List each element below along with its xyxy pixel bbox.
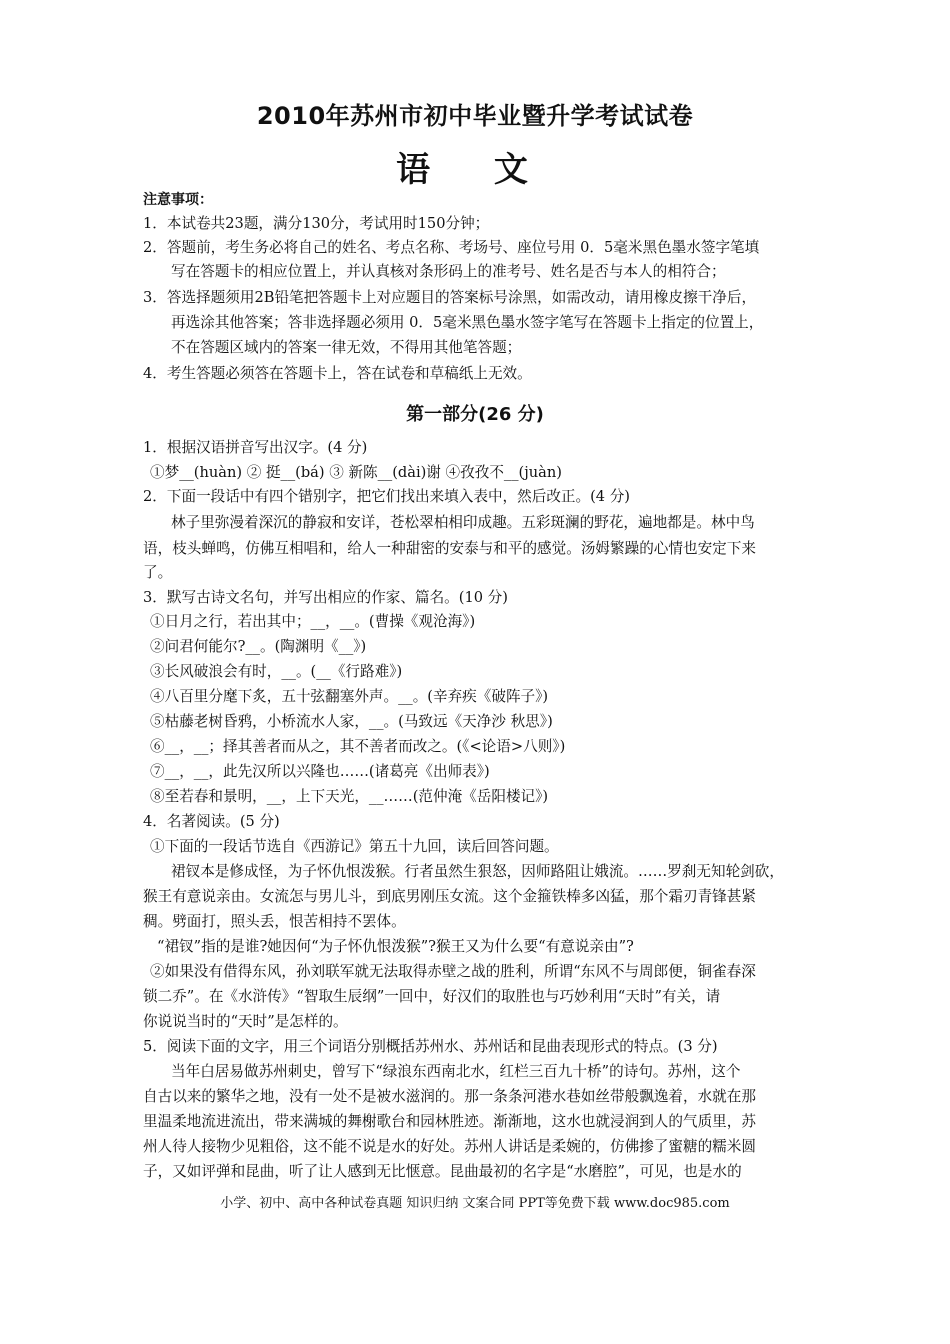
q5-passage-line: 当年白居易做苏州刺史，曾写下“绿浪东西南北水，红栏三百九十桥”的诗句。苏州，这个 <box>171 1063 741 1080</box>
q3-item: ④八百里分麾下炙，五十弦翻塞外声。__。(辛弃疾《破阵子》) <box>150 688 549 705</box>
note-line: 写在答题卡的相应位置上，并认真核对条形码上的准考号、姓名是否与本人的相符合； <box>171 263 726 280</box>
q4-question: “裙钗”指的是谁?她因何“为子怀仇恨泼猴”?猴王又为什么要“有意说亲由”? <box>157 938 634 955</box>
q5-passage-line: 子，又如评弹和昆曲，听了让人感到无比惬意。昆曲最初的名字是“水磨腔”，可见，也是水的 <box>143 1163 742 1180</box>
q3-item: ⑦__，__，此先汉所以兴隆也……(诸葛亮《出师表》) <box>150 763 490 780</box>
q4-stem: 4．名著阅读。(5 分) <box>143 813 280 830</box>
note-line: 再选涂其他答案；答非选择题必须用 0．5毫米黑色墨水签字笔写在答题卡上指定的位置上， <box>171 314 764 331</box>
section-title: 第一部分(26 分) <box>406 404 544 425</box>
q5-passage-line: 里温柔地流进流出，带来满城的舞榭歌台和园林胜迹。渐渐地，这水也就浸润到人的气质里，苏 <box>143 1113 756 1130</box>
q4-passage-line: 猴王有意说亲由。女流怎与男儿斗，到底男刚压女流。这个金箍铁棒多凶猛，那个霜刃青锋甚紧 <box>143 888 756 905</box>
q2-passage-line: 语，枝头蝉鸣，仿佛互相唱和，给人一种甜密的安泰与和平的感觉。汤姆繁躁的心情也安定下来 <box>143 540 756 557</box>
note-line: 不在答题区域内的答案一律无效，不得用其他笔答题； <box>171 339 522 356</box>
footer-text: 小学、初中、高中各种试卷真题 知识归纳 文案合同 PPT等免费下载 www.doc985.com <box>220 1196 730 1211</box>
note-line: 4．考生答题必须答在答题卡上，答在试卷和草稿纸上无效。 <box>143 365 532 382</box>
exam-title: 2010年苏州市初中毕业暨升学考试试卷 <box>256 102 694 130</box>
q2-stem: 2．下面一段话中有四个错别字，把它们找出来填入表中，然后改正。(4 分) <box>143 488 631 505</box>
q5-stem: 5．阅读下面的文字，用三个词语分别概括苏州水、苏州话和昆曲表现形式的特点。(3 分) <box>143 1038 718 1055</box>
note-line: 1．本试卷共23题，满分130分，考试用时150分钟； <box>143 215 490 232</box>
q2-passage-line: 了。 <box>143 564 173 581</box>
q4-sub2-line: 你说说当时的“天时”是怎样的。 <box>143 1013 348 1030</box>
q1-items: ①梦__(huàn) ② 挺__(bá) ③ 新陈__(dài)谢 ④孜孜不__(juàn) <box>150 464 562 481</box>
q1-stem: 1．根据汉语拼音写出汉字。(4 分) <box>143 439 368 456</box>
q3-item: ⑧至若春和景明，__，上下天光，__……(范仲淹《岳阳楼记》) <box>150 788 549 805</box>
note-line: 2．答题前，考生务必将自己的姓名、考点名称、考场号、座位号用 0．5毫米黑色墨水签字笔填 <box>143 239 760 256</box>
q3-item: ⑤枯藤老树昏鸦，小桥流水人家，__。(马致远《天净沙 秋思》) <box>150 713 553 730</box>
notes-heading: 注意事项： <box>143 192 213 208</box>
q4-passage-line: 稠。劈面打，照头丢，恨苦相持不罢体。 <box>143 913 406 930</box>
subject-title: 语 文 <box>396 150 554 190</box>
q3-item: ①日月之行，若出其中；__，__。(曹操《观沧海》) <box>150 613 476 630</box>
q4-passage-line: 裙钗本是修成怪，为子怀仇恨泼猴。行者虽然生狠怒，因师路阻让娥流。……罗刹无知轮剑砍， <box>171 863 784 880</box>
q5-passage-line: 州人待人接物少见粗俗，这不能不说是水的好处。苏州人讲话是柔婉的，仿佛掺了蜜糖的糯米圆 <box>143 1138 756 1155</box>
q3-item: ③长风破浪会有时，__。(__《行路难》) <box>150 663 403 680</box>
q3-item: ⑥__，__；择其善者而从之，其不善者而改之。(《<论语>八则》) <box>150 738 566 755</box>
note-line: 3．答选择题须用2B铅笔把答题卡上对应题目的答案标号涂黑，如需改动，请用橡皮擦干净后， <box>143 289 757 306</box>
q4-sub2-line: 锁二乔”。在《水浒传》“智取生辰纲”一回中，好汉们的取胜也与巧妙利用“天时”有关，请 <box>143 988 721 1005</box>
q2-passage-line: 林子里弥漫着深沉的静寂和安详，苍松翠柏相印成趣。五彩斑澜的野花，遍地都是。林中鸟 <box>171 514 755 531</box>
q3-item: ②问君何能尔?__。(陶渊明《__》) <box>150 638 367 655</box>
q5-passage-line: 自古以来的繁华之地，没有一处不是被水滋润的。那一条条河港水巷如丝带般飘逸着，水就在那 <box>143 1088 756 1105</box>
q4-sub1: ①下面的一段话节选自《西游记》第五十九回，读后回答问题。 <box>150 838 559 855</box>
q4-sub2-line: ②如果没有借得东风，孙刘联军就无法取得赤壁之战的胜利，所谓“东风不与周郎便，铜雀春深 <box>150 963 756 980</box>
q3-stem: 3．默写古诗文名句，并写出相应的作家、篇名。(10 分) <box>143 589 508 606</box>
